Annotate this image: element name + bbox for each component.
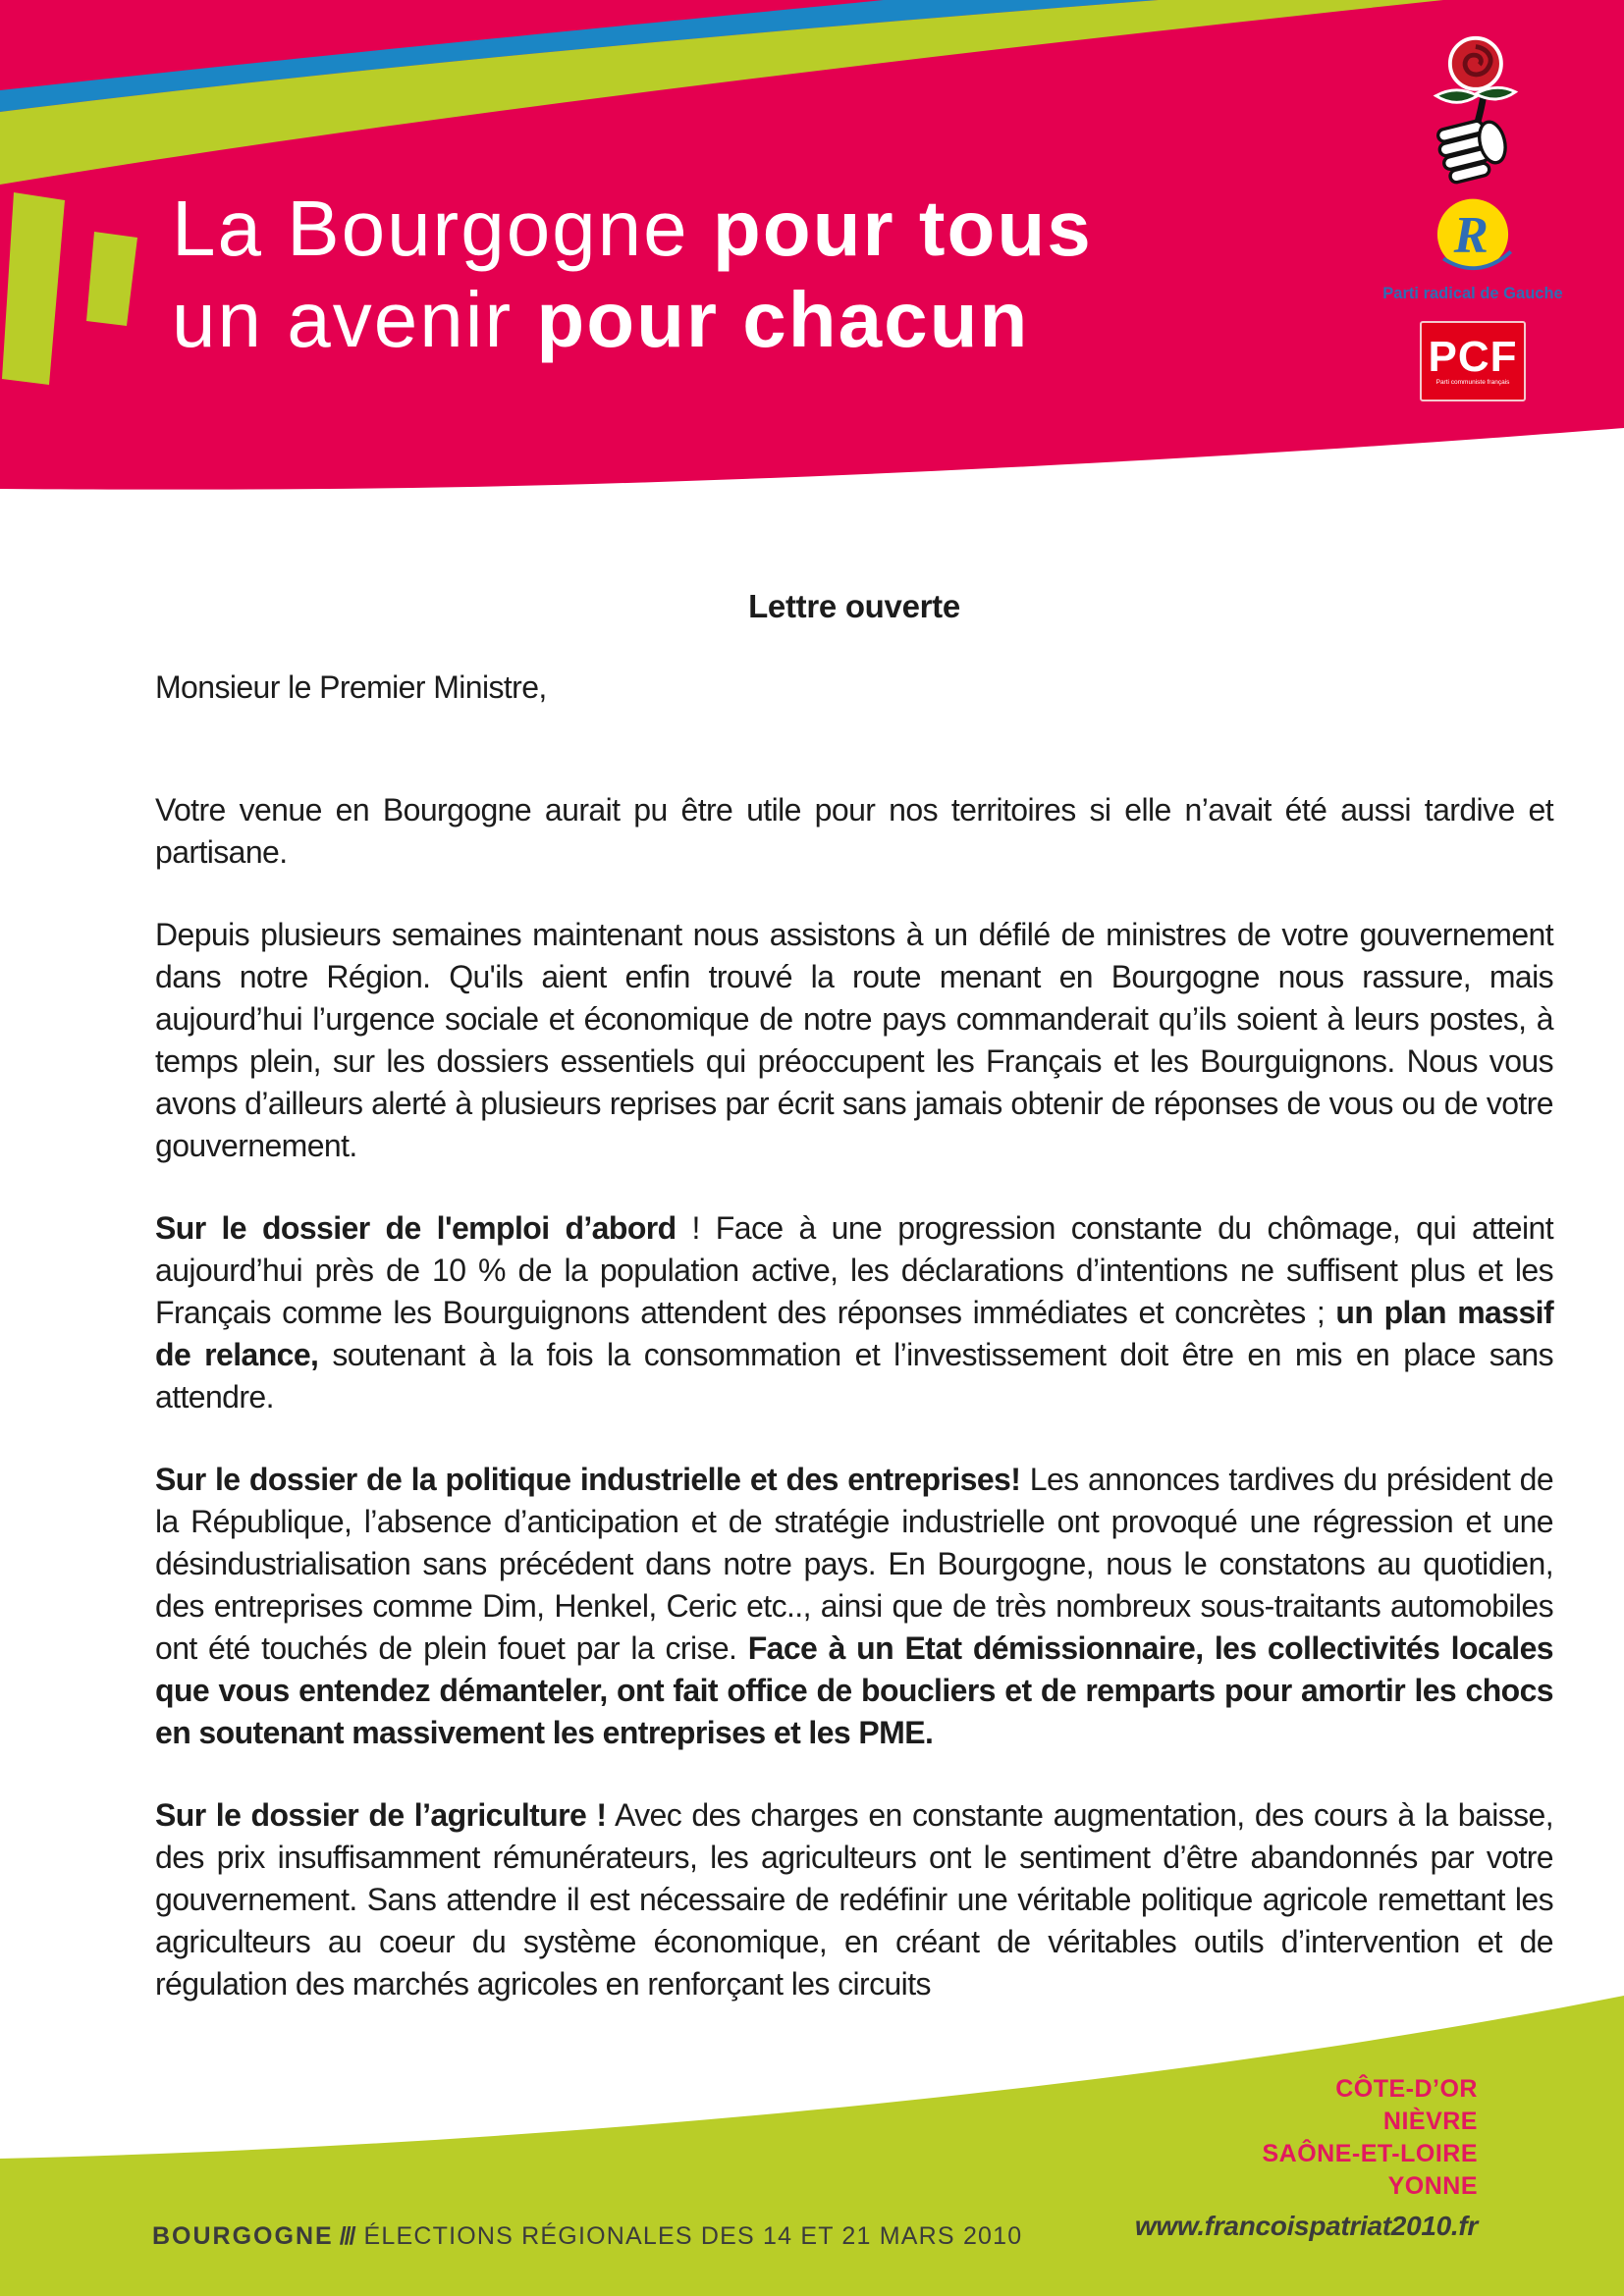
region-label: BOURGOGNE	[152, 2222, 334, 2250]
letter-body	[155, 789, 1553, 2005]
prg-logo	[1382, 196, 1562, 303]
slogan-line-2: un avenir pour chacun	[172, 276, 1030, 363]
letter-paragraph: Sur le dossier de l’agriculture ! Avec des charges en constante augmentation, des cours à la baisse, des prix insuffisamment rémunérateurs, les agriculteurs ont le sentiment d’être abandonnés par votre gouvernement. Sans attendre il est nécessaire de redéfinir une véritable politique agricole remettant les agriculteurs au coeur du système économique, en créant de véritables outils d’intervention et de régulation des marchés agricoles en renforçant les circuits	[155, 1797, 1553, 2002]
svg-text:R: R	[1453, 206, 1489, 264]
slogan-line-1: La Bourgogne pour tous	[172, 185, 1093, 272]
prg-sun-r-icon	[1430, 196, 1516, 283]
letter-paragraph: Sur le dossier de la politique industrielle et des entreprises! Les annonces tardives du président de la République, l’absence d’anticipation et de stratégie industrielle ont provoqué une régression et une désindustrialisation sans précédent dans notre pays. En Bourgogne, nous le constatons au quotidien, des entreprises comme Dim, Henkel, Ceric etc.., ainsi que de très nombreux sous-traitants automobiles ont été touchés de plein fouet par la crise. Face à un Etat démissionnaire, les collectivités locales que vous entendez démanteler, ont fait office de boucliers et de remparts pour amortir les chocs en soutenant massivement les entreprises et les PME.	[155, 1462, 1554, 1750]
slash-separator: ///	[339, 2222, 354, 2250]
department-cote-dor: CÔTE-D’OR	[1335, 2075, 1478, 2103]
campaign-website: www.francoispatriat2010.fr	[1134, 2211, 1478, 2241]
pcf-logo	[1420, 321, 1526, 401]
pcf-label: PCF	[1428, 333, 1518, 381]
letter-paragraph: Sur le dossier de l'emploi d’abord ! Face à une progression constante du chômage, qui atteint aujourd’hui près de 10 % de la population active, les déclarations d’intentions ne suffisent plus et les Français comme les Bourguignons attendent des réponses immédiates et concrètes ; un plan massif de relance, soutenant à la fois la consommation et l’investissement doit être en mis en place sans attendre.	[155, 1210, 1553, 1415]
letter-paragraph: Votre venue en Bourgogne aurait pu être utile pour nos territoires si elle n’avait été aussi tardive et partisane.	[155, 792, 1553, 870]
header-banner	[0, 0, 1624, 491]
department-nievre: NIÈVRE	[1382, 2108, 1478, 2135]
election-banner-line	[152, 2222, 1022, 2251]
election-label: ÉLECTIONS RÉGIONALES DES 14 ET 21 MARS 2010	[363, 2222, 1023, 2250]
letter-content	[155, 585, 1553, 2046]
letter-paragraph: Depuis plusieurs semaines maintenant nous assistons à un défilé de ministres de votre gouvernement dans notre Région. Qu'ils aient enfin trouvé la route menant en Bourgogne nous rassure, mais aujourd’hui l’urgence sociale et économique de notre pays commanderait qu’ils soient à leurs postes, à temps plein, sur les dossiers essentiels qui préoccupent les Français et les Bourguignons. Nous vous avons d’ailleurs alerté à plusieurs reprises par écrit sans jamais obtenir de réponses de vous ou de votre gouvernement.	[155, 917, 1553, 1163]
letter-salutation: Monsieur le Premier Ministre,	[155, 669, 547, 705]
prg-label: Parti radical de Gauche	[1382, 285, 1563, 302]
department-yonne: YONNE	[1387, 2172, 1478, 2200]
department-list	[1262, 2073, 1478, 2203]
party-logos	[1382, 33, 1563, 401]
pcf-sublabel: Parti communiste français	[1435, 379, 1510, 386]
ps-rose-fist-logo-icon	[1421, 33, 1525, 188]
department-saone-et-loire: SAÔNE-ET-LOIRE	[1262, 2140, 1478, 2167]
campaign-slogan	[172, 183, 1093, 365]
letter-title: Lettre ouverte	[748, 588, 960, 624]
